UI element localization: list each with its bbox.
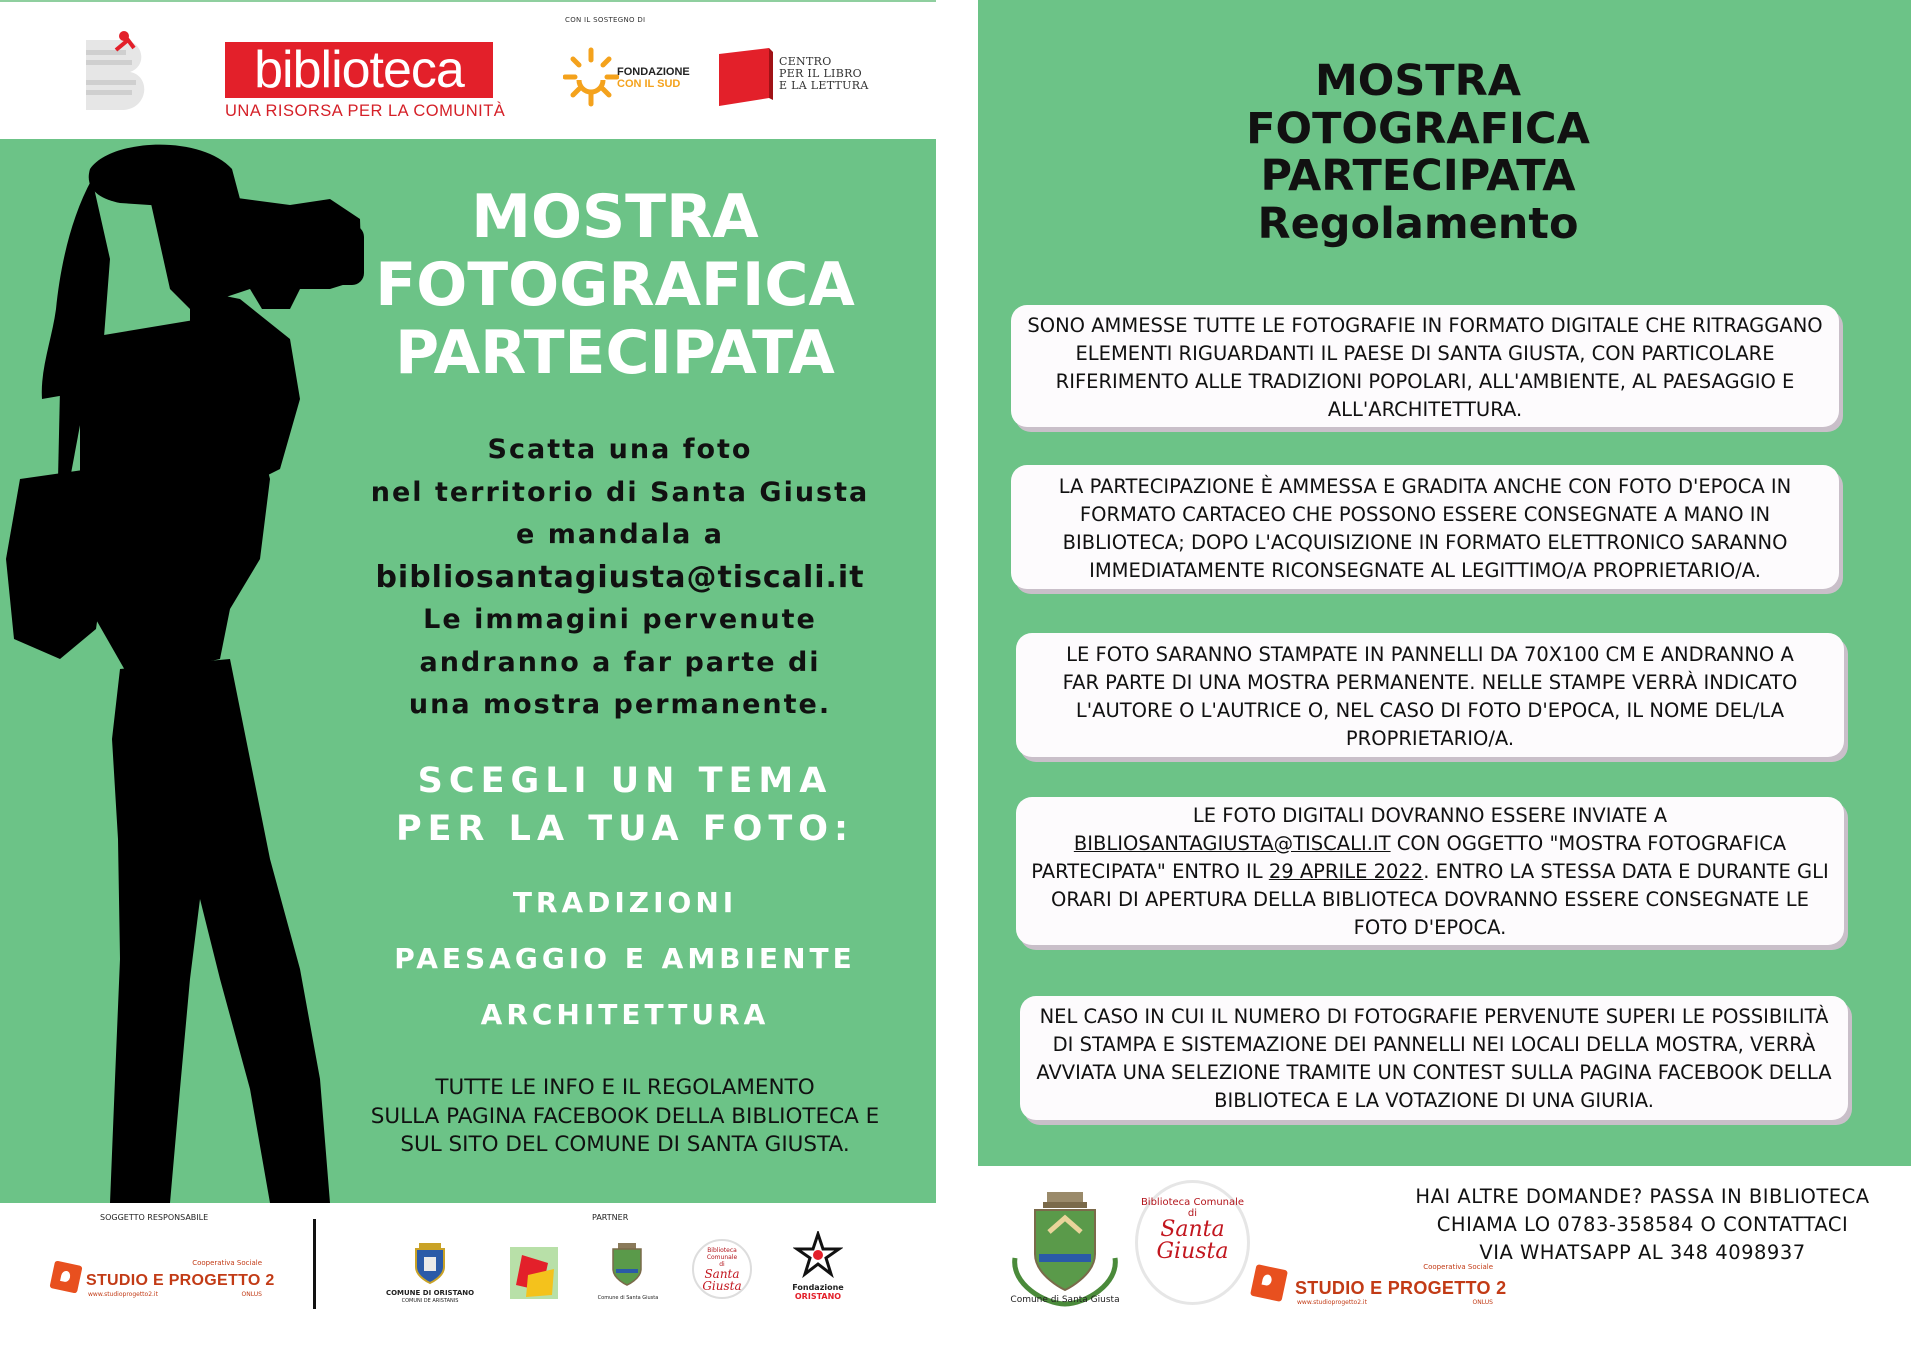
oristano-caption-2: COMUNI DE ARISTANIS: [401, 1298, 459, 1304]
studio-progetto-icon: [1250, 1264, 1288, 1302]
santa-giusta-caption: Comune di Santa Giusta: [597, 1295, 659, 1301]
left-header: [0, 0, 936, 139]
left-title: [330, 183, 900, 387]
left-body: [345, 429, 895, 727]
rule-text-5: NEL CASO IN CUI IL NUMERO DI FOTOGRAFIE PERVENUTE SUPERI LE POSSIBILITÀ DI STAMPA E SISTEMAZIONE DEI PANNELLI NEI LOCALI DELLA MOSTRA, VERRÀ AVVIATA UNA SELEZIONE TRAMITE UN CONTEST SULLA PAGINA FACEBOOK DELLA BIBLIOTECA E LA VOTAZIONE DI UNA GIURIA.: [1036, 1005, 1832, 1112]
left-title-line-2: FOTOGRAFICA: [375, 250, 855, 320]
right-green-panel: [978, 0, 1911, 1166]
theme-item: PAESAGGIO E AMBIENTE: [394, 942, 856, 975]
rule-box-1: [1011, 305, 1839, 427]
bcsg-line-3: Santa: [704, 1267, 740, 1281]
bcsg-large-line-4: Giusta: [1156, 1239, 1229, 1264]
rule-text-4a: LE FOTO DIGITALI DOVRANNO ESSERE INVIATE A: [1192, 804, 1668, 827]
biblioteca-logo-subtitle: UNA RISORSA PER LA COMUNITÀ: [225, 102, 506, 120]
bcsg-large-line-3: Santa: [1160, 1217, 1225, 1242]
centro-libro-line1: CENTRO: [779, 55, 832, 68]
studio-name-right: STUDIO E PROGETTO 2: [1295, 1278, 1507, 1298]
rule-text-3: LE FOTO SARANNO STAMPATE IN PANNELLI DA 70X100 CM E ANDRANNO A FAR PARTE DI UNA MOSTRA PERMANENTE. NELLE STAMPE VERRÀ INDICATO L'AUTORE O L'AUTRICE O, NEL CASO DI FOTO D'EPOCA, IL NOME DEL/LA PROPRIETARIO/A.: [1062, 643, 1798, 750]
santa-giusta-crest-icon: [610, 1243, 644, 1289]
bcsg-stamp-large: [1135, 1180, 1250, 1305]
left-tema-line-2: PER LA TUA FOTO:: [395, 809, 855, 849]
partner-book-icon: [508, 1245, 560, 1301]
bcsg-line-1: Biblioteca Comunale: [706, 1247, 738, 1261]
b-logo-icon: [78, 26, 160, 118]
centro-libro-line3: E LA LETTURA: [779, 79, 869, 92]
right-title: [1128, 58, 1708, 248]
bcsg-large-line-1: Biblioteca Comunale: [1140, 1197, 1245, 1208]
contact-line-3: VIA WHATSAPP AL 348 4098937: [1479, 1241, 1806, 1264]
fondazione-oristano-icon: [793, 1231, 843, 1281]
partner-label: PARTNER: [592, 1213, 629, 1222]
left-info-line-1: TUTTE LE INFO E IL REGOLAMENTO: [435, 1075, 815, 1100]
theme-item: ARCHITETTURA: [480, 998, 770, 1031]
left-themes-list: [345, 875, 905, 1043]
left-title-line-1: MOSTRA: [471, 182, 759, 252]
rule-box-5: [1020, 996, 1848, 1120]
studio-onlus-right: ONLUS: [1472, 1299, 1493, 1306]
footer-divider: [313, 1219, 316, 1309]
left-title-line-3: PARTECIPATA: [395, 318, 835, 388]
left-body-line-6: una mostra permanente.: [408, 689, 832, 720]
oristano-crest-icon: [413, 1243, 447, 1285]
sostegno-label: CON IL SOSTEGNO DI: [565, 16, 646, 24]
left-poster: [0, 0, 936, 1370]
left-info-line-3: SUL SITO DEL COMUNE DI SANTA GIUSTA.: [400, 1132, 850, 1157]
rule-text-4b: CON OGGETTO "MOSTRA FOTOGRAFICA PARTECIPATA" ENTRO IL: [1031, 832, 1787, 883]
left-green-panel: [0, 139, 936, 1203]
oristano-caption: COMUNE DI ORISTANO: [385, 1289, 475, 1297]
left-body-line-2: nel territorio di Santa Giusta: [370, 476, 870, 508]
rule-text-4c: . ENTRO LA STESSA DATA E DURANTE GLI ORARI DI APERTURA DELLA BIBLIOTECA DOVRANNO ESSERE CONSEGNATE LE FOTO D'EPOCA.: [1051, 860, 1829, 939]
fondazione-sud-logo: [563, 44, 703, 110]
centro-libro-logo: [715, 44, 885, 110]
right-contact: [1390, 1183, 1895, 1267]
bcsg-line-4: Giusta: [702, 1279, 742, 1293]
bcsg-stamp: [692, 1239, 752, 1299]
santa-giusta-crest-icon: [1005, 1188, 1125, 1308]
studio-progetto-logo-right: [1253, 1263, 1507, 1309]
soggetto-label: SOGGETTO RESPONSABILE: [100, 1213, 209, 1222]
sun-icon: [563, 44, 619, 110]
contact-line-2: CHIAMA LO 0783-358584 O CONTATTACI: [1436, 1213, 1849, 1236]
rule-text-2: LA PARTECIPAZIONE È AMMESSA E GRADITA ANCHE CON FOTO D'EPOCA IN FORMATO CARTACEO CHE POSSONO ESSERE CONSEGNATE A MANO IN BIBLIOTECA; DOPO L'ACQUISIZIONE IN FORMATO ELETTRONICO SARANNO IMMEDIATAMENTE RICONSEGNATE AL LEGITTIMO/A PROPRIETARIO/A.: [1058, 475, 1792, 582]
left-tema-heading: [345, 757, 905, 853]
studio-name: STUDIO E PROGETTO 2: [86, 1272, 275, 1289]
rule-deadline-date: 29 APRILE 2022: [1268, 860, 1424, 883]
left-email[interactable]: bibliosantagiusta@tiscali.it: [375, 559, 865, 595]
left-body-line-4: Le immagini pervenute: [423, 604, 817, 635]
bcsg-large-line-2: di: [1187, 1208, 1198, 1219]
studio-onlus: ONLUS: [241, 1291, 262, 1298]
book-icon: [715, 44, 775, 110]
studio-coop-label: Cooperativa Sociale: [192, 1259, 262, 1267]
rule-text-1: SONO AMMESSE TUTTE LE FOTOGRAFIE IN FORMATO DIGITALE CHE RITRAGGANO ELEMENTI RIGUARDANTI IL PAESE DI SANTA GIUSTA, CON PARTICOLARE RIFERIMENTO ALLE TRADIZIONI POPOLARI, ALL'AMBIENTE, AL PAESAGGIO E ALL'ARCHITETTURA.: [1027, 314, 1823, 421]
fondazione-oristano-line-2: ORISTANO: [794, 1292, 842, 1301]
rule-box-3: [1016, 633, 1844, 757]
fondazione-oristano-line-1: Fondazione: [792, 1283, 844, 1292]
left-body-line-5: andranno a far parte di: [419, 646, 821, 678]
left-body-line-1: Scatta una foto: [487, 434, 753, 465]
left-info-line-2: SULLA PAGINA FACEBOOK DELLA BIBLIOTECA E: [370, 1103, 880, 1129]
studio-progetto-icon: [49, 1260, 82, 1293]
stemma-caption: Comune di Santa Giusta: [1010, 1295, 1120, 1305]
contact-line-1: HAI ALTRE DOMANDE? PASSA IN BIBLIOTECA: [1415, 1185, 1870, 1208]
studio-url: www.studioprogetto2.it: [88, 1291, 158, 1298]
rule-email-link[interactable]: BIBLIOSANTAGIUSTA@TISCALI.IT: [1073, 832, 1391, 855]
right-title-line-1: MOSTRA: [1314, 56, 1522, 106]
biblioteca-logo: [215, 34, 506, 126]
fondazione-sud-line1: FONDAZIONE: [617, 66, 690, 78]
left-tema-line-1: SCEGLI UN TEMA: [417, 761, 833, 801]
right-title-line-3: PARTECIPATA: [1260, 151, 1576, 201]
rule-box-4: [1016, 797, 1844, 945]
right-subtitle: Regolamento: [1257, 198, 1579, 249]
biblioteca-logo-text: biblioteca: [225, 42, 493, 98]
fondazione-sud-line2: CON IL SUD: [617, 78, 681, 90]
studio-coop-label-right: Cooperativa Sociale: [1423, 1263, 1493, 1271]
centro-libro-line2: PER IL LIBRO: [779, 67, 862, 80]
left-info: [345, 1074, 905, 1160]
right-title-line-2: FOTOGRAFICA: [1246, 103, 1590, 154]
studio-url-right: www.studioprogetto2.it: [1297, 1299, 1367, 1306]
theme-item: TRADIZIONI: [512, 886, 738, 919]
left-footer: [0, 1203, 936, 1370]
right-poster: [978, 0, 1911, 1370]
studio-progetto-logo: [52, 1259, 275, 1299]
left-body-line-3: e mandala a: [516, 519, 724, 550]
bcsg-line-2: di: [719, 1261, 725, 1268]
rule-box-2: [1011, 465, 1839, 589]
